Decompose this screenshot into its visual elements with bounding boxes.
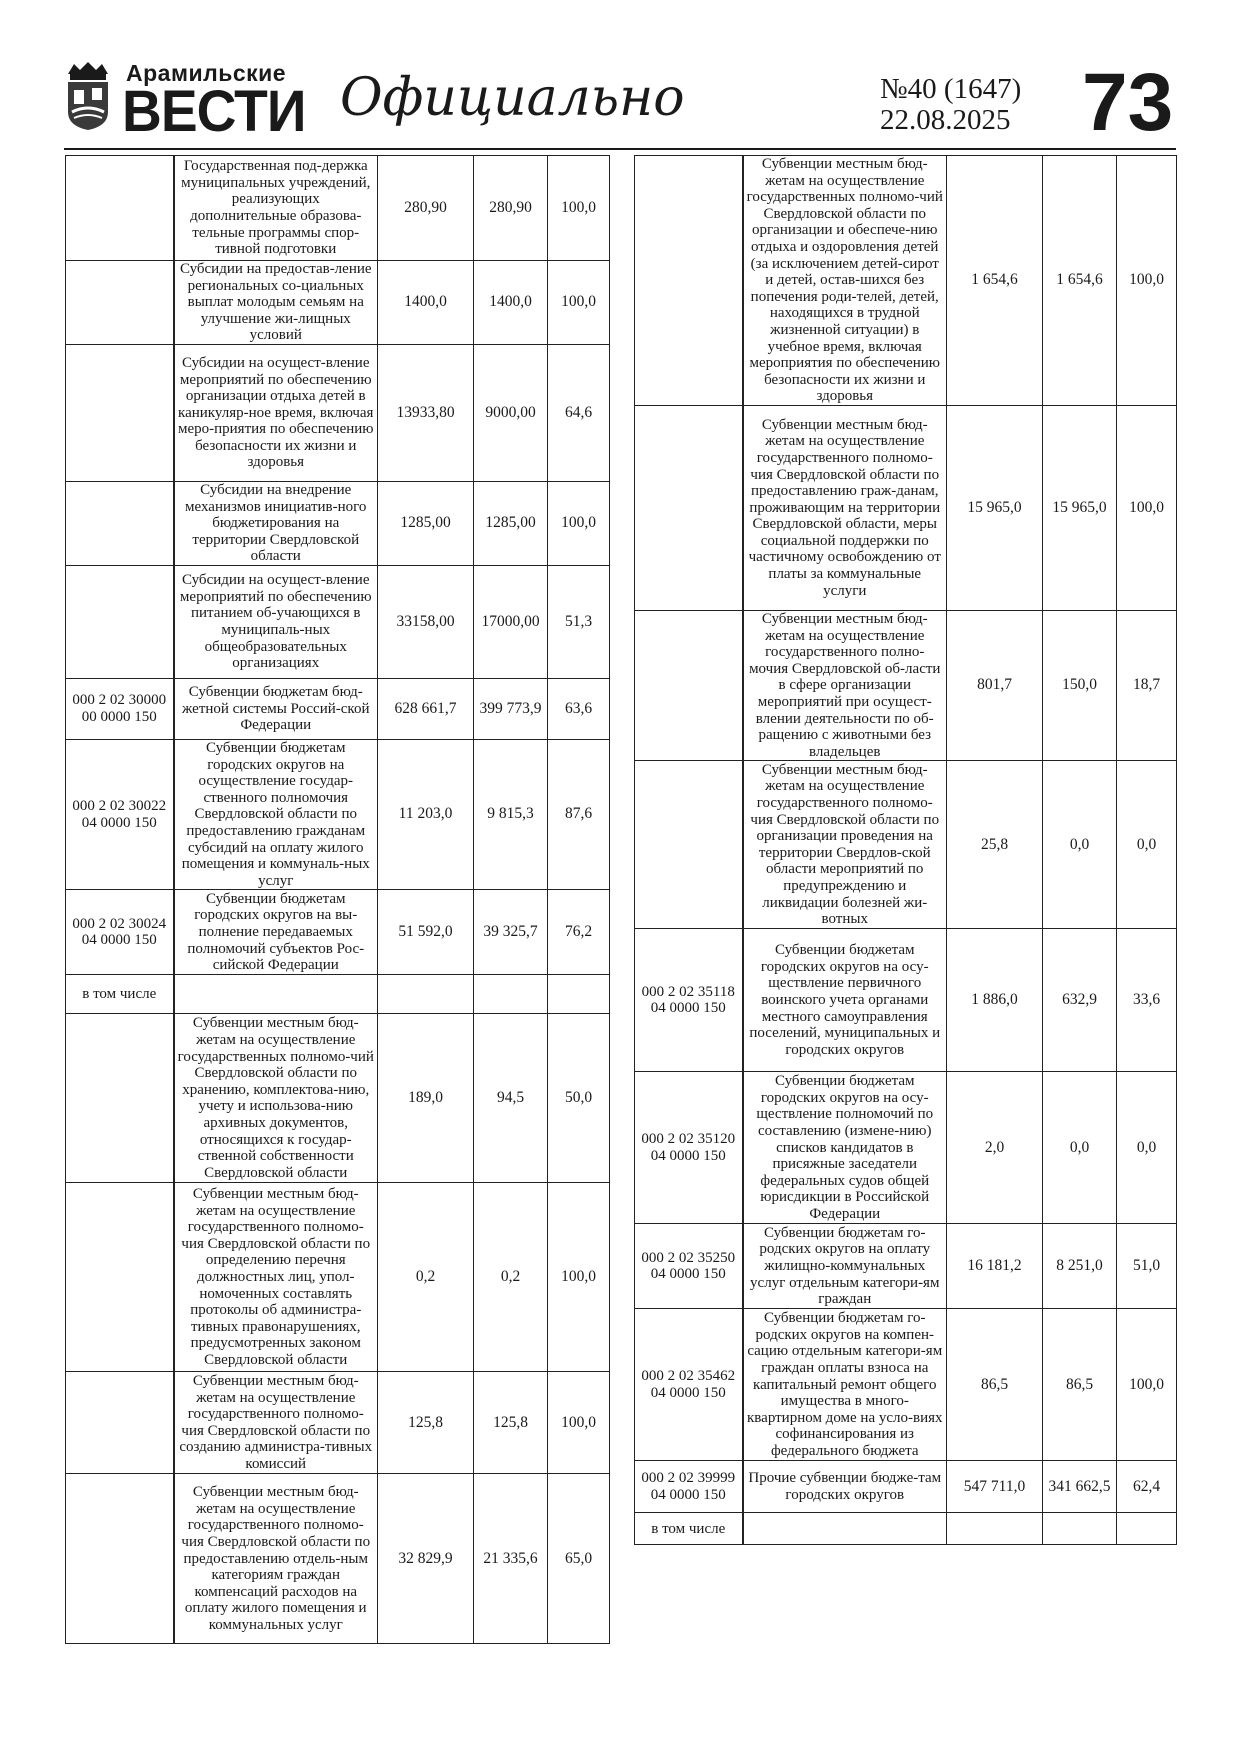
row-name: Субвенции местным бюд-жетам на осуществление государственного полномо-чия Свердловской области по предоставлению граж-данам, проживающим на территории Свердловской области, меры социальной поддержки по частичному освобождению от платы за коммунальные услуги: [743, 406, 947, 611]
row-plan: 11 203,0: [378, 740, 474, 890]
row-percent: [548, 975, 610, 1014]
row-fact: 150,0: [1043, 611, 1117, 761]
table-row: [635, 406, 1177, 611]
row-code: 000 2 02 30022 04 0000 150: [66, 740, 174, 890]
row-name: Субсидии на осущест-вление мероприятий по обеспечению питанием об-учающихся в муниципаль-ных общеобразовательных организациях: [174, 566, 378, 679]
table-row: [635, 929, 1177, 1072]
row-fact: [474, 975, 548, 1014]
row-fact: 0,2: [474, 1183, 548, 1372]
row-percent: 100,0: [1117, 406, 1177, 611]
row-code: 000 2 02 30000 00 0000 150: [66, 679, 174, 740]
row-percent: 50,0: [548, 1014, 610, 1183]
row-name: Субвенции бюджетам го-родских округов на компен-сацию отдельным категори-ям граждан оплаты взноса на капитальный ремонт общего имущества в много-квартирном доме на усло-виях софинансирования из федерального бюджета: [743, 1309, 947, 1461]
row-code: 000 2 02 30024 04 0000 150: [66, 890, 174, 975]
row-name: Субвенции местным бюд-жетам на осуществление государственного полномо-чия Свердловской области по предоставлению отдель-ным категориям граждан компенсаций расходов на оплату жилого помещения и коммунальных услуг: [174, 1474, 378, 1644]
row-plan: 2,0: [947, 1072, 1043, 1224]
row-name: Субвенции местным бюд-жетам на осуществление государственного полномо-чия Свердловской области по созданию администра-тивных комиссий: [174, 1372, 378, 1474]
issue-info: [880, 74, 1021, 136]
table-row: [66, 1372, 610, 1474]
row-percent: 100,0: [1117, 1309, 1177, 1461]
row-name: Субвенции бюджетам городских округов на осуществление государ-ственного полномочия Свердловской области по предоставлению гражданам субсидий на оплату жилого помещения и коммуналь-ных услуг: [174, 740, 378, 890]
row-name: Субсидии на внедрение механизмов инициатив-ного бюджетирования на территории Свердловской области: [174, 482, 378, 566]
row-plan: [947, 1513, 1043, 1545]
row-plan: 801,7: [947, 611, 1043, 761]
table-row: [66, 975, 610, 1014]
row-code: 000 2 02 35462 04 0000 150: [635, 1309, 743, 1461]
row-code: [66, 261, 174, 345]
row-code: [66, 1183, 174, 1372]
row-code: [66, 1014, 174, 1183]
row-code: 000 2 02 35118 04 0000 150: [635, 929, 743, 1072]
row-code: в том числе: [66, 975, 174, 1014]
row-name: Субвенции бюджетам го-родских округов на оплату жилищно-коммунальных услуг отдельным категори-ям граждан: [743, 1224, 947, 1309]
row-plan: 86,5: [947, 1309, 1043, 1461]
row-code: 000 2 02 35250 04 0000 150: [635, 1224, 743, 1309]
row-plan: 33158,00: [378, 566, 474, 679]
row-code: [635, 406, 743, 611]
row-name: Субвенции местным бюд-жетам на осуществление государственных полномо-чий Свердловской области по организации и обеспече-нию отдыха и оздоровления детей (за исключением детей-сирот и детей, остав-шихся без попечения роди-телей, детей, находящихся в трудной жизненной ситуации) в учебное время, включая мероприятия по обеспечению безопасности их жизни и здоровья: [743, 156, 947, 406]
header-rule: [64, 148, 1176, 150]
table-row: [66, 156, 610, 261]
row-percent: 51,3: [548, 566, 610, 679]
table-row: [66, 345, 610, 482]
left-budget-table: [65, 155, 610, 1644]
row-plan: 1400,0: [378, 261, 474, 345]
row-name: Субсидии на предостав-ление региональных со-циальных выплат молодым семьям на улучшение жи-лищных условий: [174, 261, 378, 345]
row-fact: 0,0: [1043, 761, 1117, 929]
row-fact: 21 335,6: [474, 1474, 548, 1644]
row-plan: 1 886,0: [947, 929, 1043, 1072]
section-title: Официально: [340, 68, 685, 128]
table-row: [635, 1072, 1177, 1224]
row-code: [66, 1474, 174, 1644]
row-percent: 100,0: [548, 261, 610, 345]
row-fact: 86,5: [1043, 1309, 1117, 1461]
row-fact: 39 325,7: [474, 890, 548, 975]
table-row: [635, 156, 1177, 406]
row-name: Государственная под-держка муниципальных учреждений, реализующих дополнительные образова-тельные программы спор-тивной подготовки: [174, 156, 378, 261]
table-row: [635, 1309, 1177, 1461]
row-percent: 100,0: [1117, 156, 1177, 406]
row-code: [635, 761, 743, 929]
table-row: [66, 261, 610, 345]
row-fact: 1 654,6: [1043, 156, 1117, 406]
row-name: Субвенции местным бюд-жетам на осуществление государственного полно-мочия Свердловской об-ласти в сфере организации мероприятий при осущест-влении деятельности по об-ращению с животными без владельцев: [743, 611, 947, 761]
row-percent: 87,6: [548, 740, 610, 890]
row-name: Субвенции бюджетам городских округов на осу-ществление полномочий по составлению (измене-нию) списков кандидатов в присяжные заседатели федеральных судов общей юрисдикции в Российской Федерации: [743, 1072, 947, 1224]
table-row: [66, 1014, 610, 1183]
row-fact: 399 773,9: [474, 679, 548, 740]
row-percent: 63,6: [548, 679, 610, 740]
row-code: [66, 1372, 174, 1474]
row-name: Субвенции бюджетам городских округов на вы-полнение передаваемых полномочий субъектов Рос-сийской Федерации: [174, 890, 378, 975]
page-number: 73: [1082, 57, 1174, 148]
row-fact: 1285,00: [474, 482, 548, 566]
row-code: [66, 156, 174, 261]
table-row: [635, 761, 1177, 929]
row-name: Прочие субвенции бюдже-там городских округов: [743, 1461, 947, 1513]
row-plan: 15 965,0: [947, 406, 1043, 611]
row-fact: 15 965,0: [1043, 406, 1117, 611]
row-percent: 62,4: [1117, 1461, 1177, 1513]
row-fact: 94,5: [474, 1014, 548, 1183]
row-code: [66, 566, 174, 679]
row-plan: 547 711,0: [947, 1461, 1043, 1513]
row-name: Субвенции местным бюд-жетам на осуществление государственного полномо-чия Свердловской области по определению перечня должностных лиц, упол-номоченных составлять протоколы об администра-тивных правонарушениях, предусмотренных законом Свердловской области: [174, 1183, 378, 1372]
row-plan: 189,0: [378, 1014, 474, 1183]
row-fact: 632,9: [1043, 929, 1117, 1072]
row-fact: 9 815,3: [474, 740, 548, 890]
row-percent: 64,6: [548, 345, 610, 482]
row-fact: [1043, 1513, 1117, 1545]
row-code: 000 2 02 35120 04 0000 150: [635, 1072, 743, 1224]
row-plan: 32 829,9: [378, 1474, 474, 1644]
page-header: [60, 48, 1180, 148]
row-name: Субвенции бюджетам бюд-жетной системы Россий-ской Федерации: [174, 679, 378, 740]
row-percent: [1117, 1513, 1177, 1545]
issue-number: №40 (1647): [880, 73, 1022, 105]
row-fact: 0,0: [1043, 1072, 1117, 1224]
logo-main-text: ВЕСТИ: [122, 79, 306, 144]
row-fact: 17000,00: [474, 566, 548, 679]
row-name: Субвенции местным бюд-жетам на осуществление государственного полномо-чия Свердловской области по организации проведения на территории Свердлов-ской области мероприятий по предупреждению и ликвидации болезней жи-вотных: [743, 761, 947, 929]
row-fact: 8 251,0: [1043, 1224, 1117, 1309]
row-plan: 0,2: [378, 1183, 474, 1372]
row-plan: 1285,00: [378, 482, 474, 566]
right-budget-table: [634, 155, 1177, 1545]
row-plan: 628 661,7: [378, 679, 474, 740]
city-emblem-icon: [64, 60, 112, 132]
row-name: Субсидии на осущест-вление мероприятий по обеспечению организации отдыха детей в каникуляр-ное время, включая меро-приятия по обеспечению безопасности их жизни и здоровья: [174, 345, 378, 482]
row-percent: 0,0: [1117, 1072, 1177, 1224]
row-plan: 13933,80: [378, 345, 474, 482]
row-plan: 125,8: [378, 1372, 474, 1474]
table-row: [635, 1224, 1177, 1309]
table-row: [66, 679, 610, 740]
row-plan: 25,8: [947, 761, 1043, 929]
row-code: [635, 611, 743, 761]
row-fact: 341 662,5: [1043, 1461, 1117, 1513]
row-percent: 33,6: [1117, 929, 1177, 1072]
table-row: [66, 890, 610, 975]
row-name: [743, 1513, 947, 1545]
row-fact: 9000,00: [474, 345, 548, 482]
table-row: [66, 1474, 610, 1644]
row-percent: 100,0: [548, 1372, 610, 1474]
row-percent: 65,0: [548, 1474, 610, 1644]
row-plan: [378, 975, 474, 1014]
row-plan: 1 654,6: [947, 156, 1043, 406]
row-percent: 100,0: [548, 482, 610, 566]
table-row: [635, 1461, 1177, 1513]
table-row: [66, 566, 610, 679]
row-code: 000 2 02 39999 04 0000 150: [635, 1461, 743, 1513]
row-name: Субвенции местным бюд-жетам на осуществление государственных полномо-чий Свердловской области по хранению, комплектова-нию, учету и использова-нию архивных документов, относящихся к государ-ственной собственности Свердловской области: [174, 1014, 378, 1183]
row-fact: 125,8: [474, 1372, 548, 1474]
row-percent: 51,0: [1117, 1224, 1177, 1309]
row-name: Субвенции бюджетам городских округов на осу-ществление первичного воинского учета органами местного самоуправления поселений, муниципальных и городских округов: [743, 929, 947, 1072]
table-row: [635, 1513, 1177, 1545]
row-plan: 280,90: [378, 156, 474, 261]
row-code: в том числе: [635, 1513, 743, 1545]
row-percent: 0,0: [1117, 761, 1177, 929]
row-plan: 51 592,0: [378, 890, 474, 975]
row-fact: 280,90: [474, 156, 548, 261]
table-row: [66, 1183, 610, 1372]
issue-date: 22.08.2025: [880, 104, 1011, 136]
row-plan: 16 181,2: [947, 1224, 1043, 1309]
row-percent: 18,7: [1117, 611, 1177, 761]
table-row: [66, 740, 610, 890]
row-percent: 76,2: [548, 890, 610, 975]
row-code: [66, 345, 174, 482]
logo-top-text: Арамильские: [126, 60, 287, 86]
row-code: [635, 156, 743, 406]
table-row: [66, 482, 610, 566]
row-name: [174, 975, 378, 1014]
row-percent: 100,0: [548, 1183, 610, 1372]
row-fact: 1400,0: [474, 261, 548, 345]
row-code: [66, 482, 174, 566]
table-row: [635, 611, 1177, 761]
row-percent: 100,0: [548, 156, 610, 261]
